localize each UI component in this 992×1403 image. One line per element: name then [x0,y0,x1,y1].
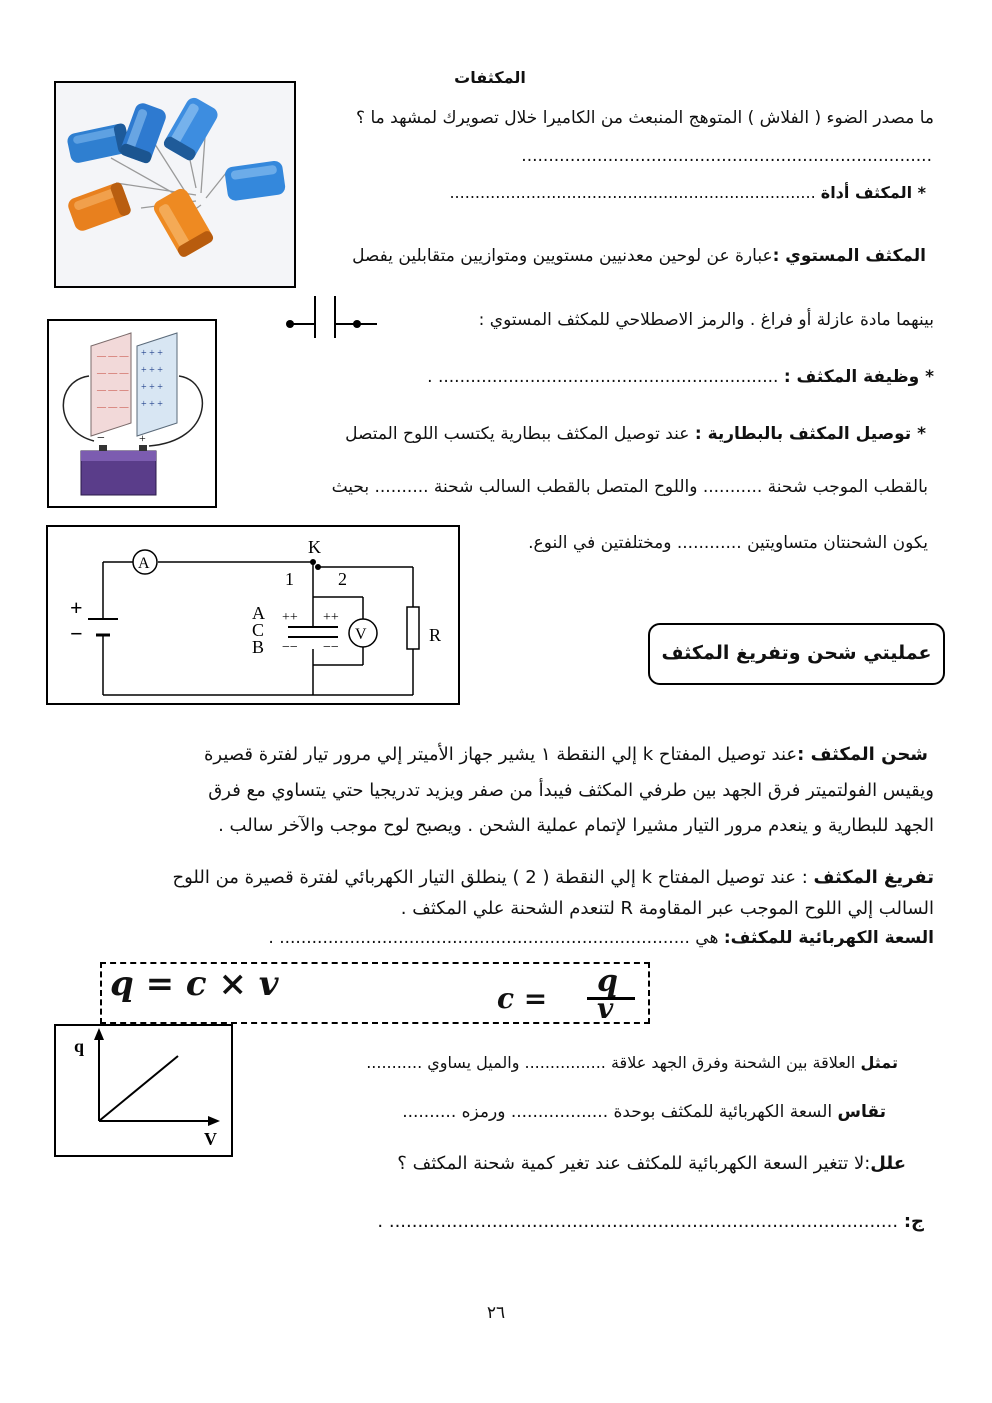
plate-b-label: B [252,637,265,657]
resistor-label: R [429,625,442,645]
plate-plus-right: ++ [323,610,339,625]
ammeter-label: A [138,555,150,572]
q-v-graph-svg [56,1026,231,1155]
page-number: ٢٦ [486,1303,506,1323]
capacitor-tool-dots: ........................................................................ [449,183,816,202]
switch-label: K [308,537,321,557]
plane-capacitor-def2: بينهما مادة عازلة أو فراغ . والرمز الاصطلاحي للمكثف المستوي : [478,310,934,330]
charging-line2: ويقيس الفولتميتر فرق الجهد بين طرفي المكثف فيبدأ من صفر ويزيد تدريجيا حتي يتساوي مع فرق [208,780,934,801]
battery-label: * توصيل المكثف بالبطارية : [694,424,926,444]
plate-a-label: A [252,603,265,623]
plates-battery-figure [47,319,217,508]
plane-capacitor-def [352,246,926,266]
battery-line3: يكون الشحنتان متساويتين ............ ومختلفتين في النوع. [528,533,928,553]
capacitance-rest: هي ............................................................................ . [268,928,719,948]
reason-term: علل [870,1153,906,1174]
answer-line [377,1211,924,1233]
svg-text:+ + +: + + + [141,365,163,376]
charging-line3: الجهد للبطارية و ينعدم مرور التيار مشيرا لإتمام عملية الشحن . ويصبح لوح موجب والآخر سالب . [218,815,934,836]
function-dots: ............................................................... . [427,367,779,387]
flash-question: ما مصدر الضوء ( الفلاش ) المتوهج المنبعث من الكاميرا خلال تصويرك لمشهد ما ؟ [356,108,934,128]
formula-numerator: q [597,964,618,999]
plates-battery-diagram [49,321,215,506]
formula-c-equals-q-over-v [497,964,647,1025]
relation-text: العلاقة بين الشحنة وفرق الجهد علاقة ................ والميل يساوي ........... [366,1053,856,1072]
discharging-text1: : عند توصيل المفتاح k إلي النقطة ( 2 ) ينطلق التيار الكهربائي لفترة قصيرة من اللوح [172,867,808,888]
section-title: عمليتي شحن وتفريغ المكثف [648,623,945,685]
plate-minus-right: −− [323,640,339,655]
svg-text:— — —: — — — [97,368,129,378]
unit-term: تقاس [837,1102,886,1122]
capacitors-image [56,83,294,286]
svg-text:+ + +: + + + [141,348,163,359]
capacitor-tool-label: * المكثف أداة [820,183,926,202]
battery-line2: بالقطب الموجب شحنة ........... واللوح المتصل بالقطب السالب شحنة .......... بحيث [331,477,928,497]
relation-line [366,1053,898,1072]
charging-line1 [204,744,928,766]
page-title: المكثفات [454,68,526,87]
capacitor-symbol-icon [285,292,385,342]
discharging-line1 [173,867,934,889]
battery-minus-label: − [70,621,83,646]
answer-label: ج: [903,1211,924,1232]
answer-dots-1: ............................................................................ [521,146,932,166]
formula-q-equals-cv: q = c × v [110,964,279,1004]
unit-line [402,1102,886,1122]
position-2-label: 2 [338,569,347,589]
reason-line [397,1153,906,1175]
capacitor-tool-line [449,183,926,202]
function-label: * وظيفة المكثف : [783,367,934,387]
battery-line1 [345,424,926,444]
capacitance-line [268,928,934,948]
plate-c-label: C [252,620,265,640]
voltmeter-label: V [355,626,367,643]
charging-term: شحن المكثف : [797,744,928,765]
svg-text:— — —: — — — [97,351,129,361]
relation-term: تمثل [860,1053,898,1072]
formula-box [100,962,650,1024]
discharging-line2: السالب إلي اللوح الموجب عبر المقاومة R لتنعدم الشحنة علي المكثف . [400,898,934,919]
capacitance-term: السعة الكهربائية للمكثف: [723,928,934,948]
plane-capacitor-term: المكثف المستوي : [772,246,926,266]
function-line [427,367,934,387]
formula-denominator: v [597,992,614,1025]
svg-text:−: − [97,431,105,446]
circuit-svg [48,527,458,703]
q-v-graph [54,1024,233,1157]
svg-text:+ + +: + + + [141,399,163,410]
charging-text1: عند توصيل المفتاح k إلي النقطة ١ يشير جهاز الأميتر إلي مرور تيار لفترة قصيرة [203,744,798,765]
battery-plus-label: + [70,595,83,620]
plate-minus-left: −− [282,640,298,655]
graph-x-label: V [204,1129,217,1149]
battery-text1: عند توصيل المكثف ببطارية يكتسب اللوح المتصل [345,424,690,444]
unit-text: السعة الكهربائية للمكثف بوحدة .................. ورمزه .......... [402,1102,833,1122]
discharging-term: تفريغ المكثف [813,867,934,888]
capacitors-photo [54,81,296,288]
svg-text:— — —: — — — [97,385,129,395]
svg-text:+ + +: + + + [141,382,163,393]
formula-c-lhs: c = [497,982,548,1015]
circuit-diagram [46,525,460,705]
plate-plus-left: ++ [282,610,298,625]
graph-y-label: q [74,1036,85,1056]
position-1-label: 1 [285,569,294,589]
svg-text:+: + [139,431,146,445]
svg-text:— — —: — — — [97,402,129,412]
plane-capacitor-def1: عبارة عن لوحين معدنيين مستويين ومتوازيين متقابلين يفصل [352,246,773,266]
reason-text: :لا تتغير السعة الكهربائية للمكثف عند تغير كمية شحنة المكثف ؟ [397,1153,871,1174]
answer-dots: ......................................................................................... . [377,1211,899,1232]
